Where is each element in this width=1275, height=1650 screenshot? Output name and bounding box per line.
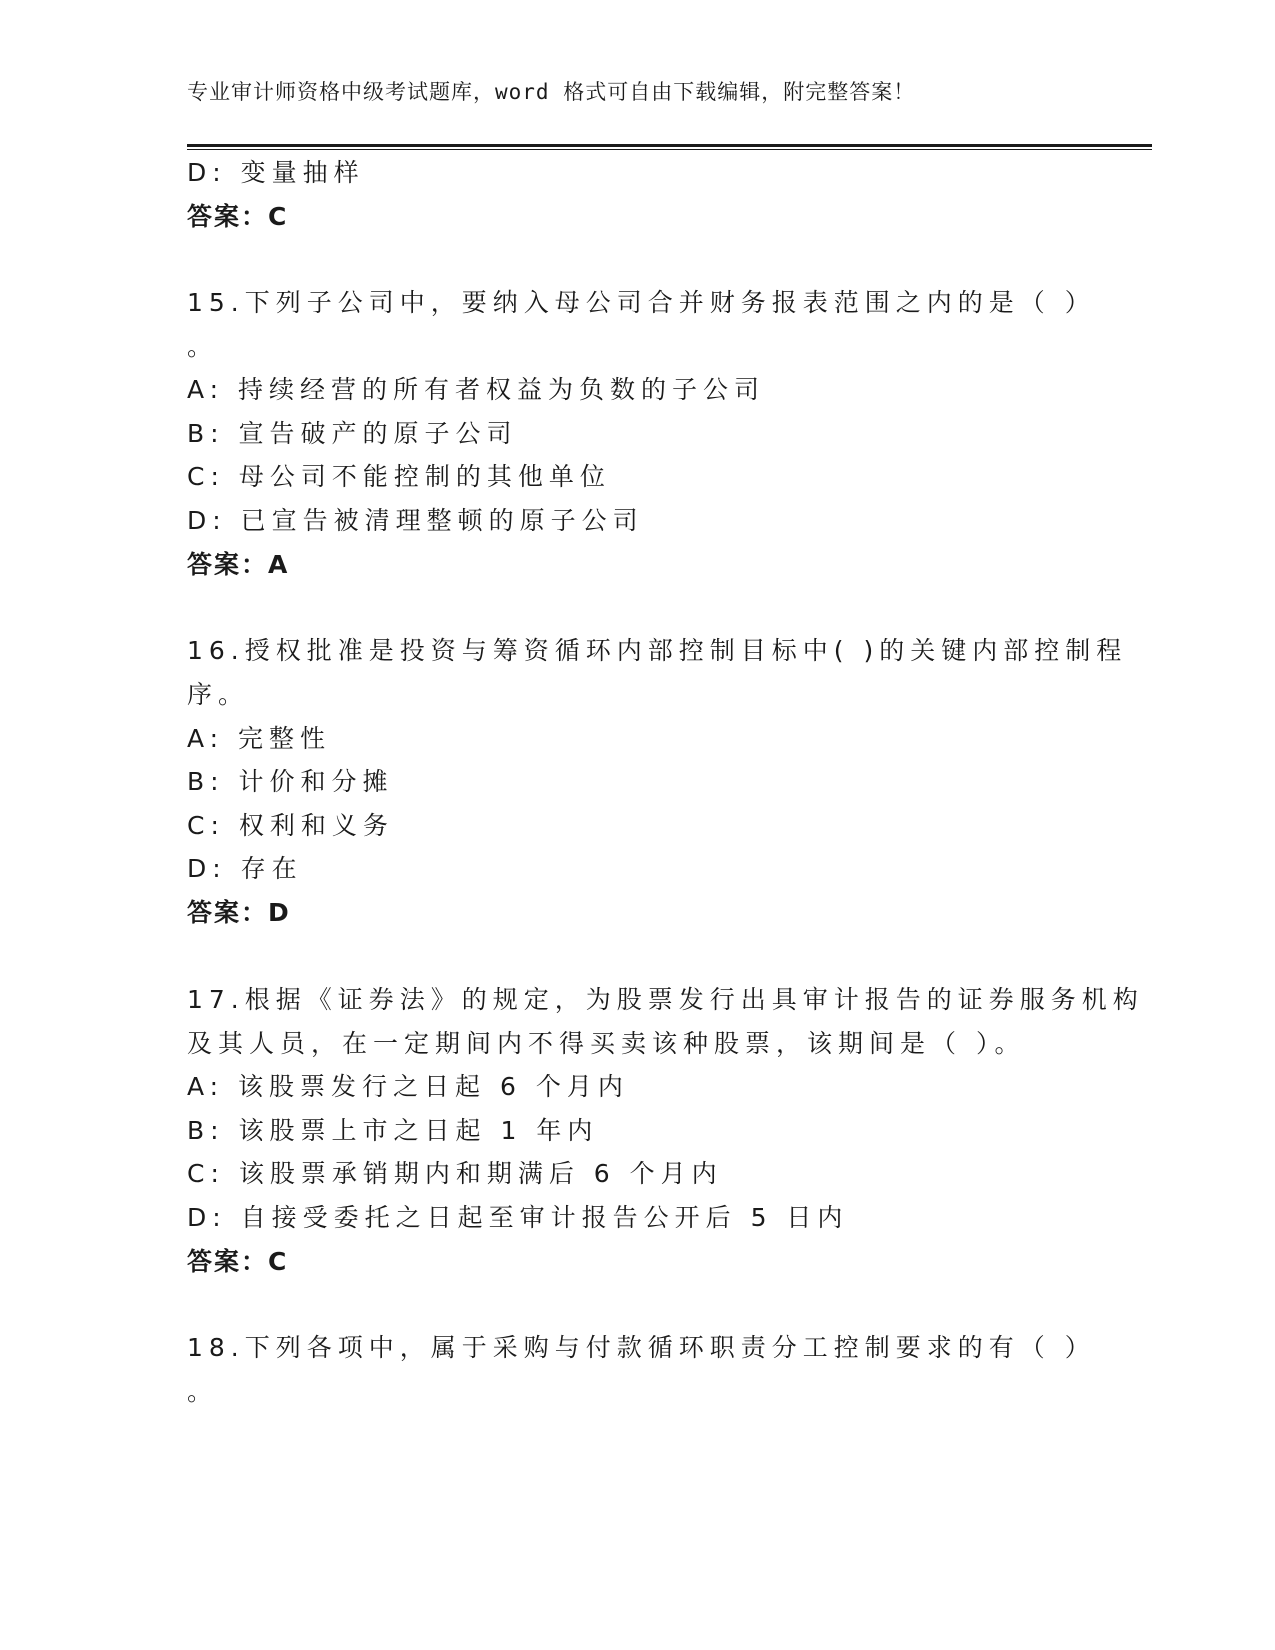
question-17-answer: 答案：C: [187, 1247, 289, 1276]
question-17-option-a: A: 该股票发行之日起 6 个月内: [187, 1072, 629, 1101]
question-16-answer: 答案：D: [187, 898, 291, 927]
question-16-option-d: D: 存在: [187, 854, 303, 883]
question-17-option-d: D: 自接受委托之日起至审计报告公开后 5 日内: [187, 1203, 849, 1232]
question-15-option-a: A: 持续经营的所有者权益为负数的子公司: [187, 375, 766, 404]
prev-answer: 答案：C: [187, 202, 289, 231]
question-18-stem-cont: 。: [187, 1377, 219, 1406]
question-15-option-d: D: 已宣告被清理整顿的原子公司: [187, 506, 644, 535]
question-16-stem-cont: 序。: [187, 680, 250, 709]
question-17-option-b: B: 该股票上市之日起 1 年内: [187, 1116, 599, 1145]
question-15-option-c: C: 母公司不能控制的其他单位: [187, 462, 611, 491]
question-15-stem-cont: 。: [187, 332, 219, 361]
question-15-option-b: B: 宣告破产的原子公司: [187, 419, 518, 448]
question-15-answer: 答案：A: [187, 550, 290, 579]
question-17-stem: 17.根据《证券法》的规定，为股票发行出具审计报告的证券服务机构: [187, 985, 1144, 1014]
question-17-stem-cont: 及其人员，在一定期间内不得买卖该种股票，该期间是（ ）。: [187, 1029, 1026, 1058]
question-15-stem: 15.下列子公司中，要纳入母公司合并财务报表范围之内的是（ ）: [187, 288, 1096, 317]
question-16-stem: 16.授权批准是投资与筹资循环内部控制目标中( )的关键内部控制程: [187, 636, 1128, 665]
header-divider: [187, 144, 1152, 150]
question-16-option-b: B: 计价和分摊: [187, 767, 394, 796]
question-18-stem: 18.下列各项中，属于采购与付款循环职责分工控制要求的有（ ）: [187, 1333, 1096, 1362]
question-16-option-c: C: 权利和义务: [187, 811, 394, 840]
question-16-option-a: A: 完整性: [187, 724, 332, 753]
question-17-option-c: C: 该股票承销期内和期满后 6 个月内: [187, 1159, 723, 1188]
page-header-title: 专业审计师资格中级考试题库，word 格式可自由下载编辑，附完整答案！: [187, 80, 916, 104]
prev-option-d: D: 变量抽样: [187, 158, 365, 187]
